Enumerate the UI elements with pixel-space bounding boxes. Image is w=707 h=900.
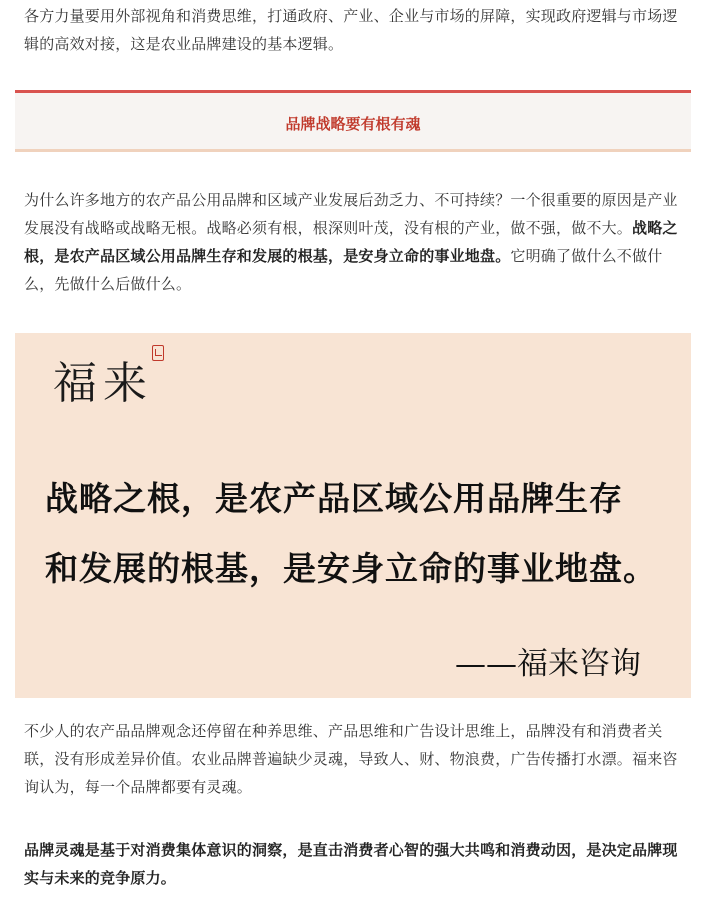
strategy-root-paragraph (24, 186, 688, 298)
section-title: 品牌战略要有根有魂 (285, 115, 421, 133)
brand-logo: 福来 (53, 358, 153, 409)
seal-stamp-icon (152, 345, 164, 361)
brand-soul-paragraph: 不少人的农产品品牌观念还停留在种养思维、产品思维和广告设计思维上，品牌没有和消费者关联，没有形成差异价值。农业品牌普遍缺少灵魂，导致人、财、物浪费，广告传播打水漂。福来咨询认为，每一个品牌都要有灵魂。 (24, 722, 678, 796)
paragraph-bold-text: 战略之根，是农产品区域公用品牌生存和发展的根基，是安身立命的事业地盘。 (24, 219, 678, 265)
quote-line-2: 和发展的根基，是安身立命的事业地盘。 (45, 549, 657, 588)
section-header (15, 90, 691, 152)
quote-signature: ——福来咨询 (455, 646, 641, 682)
paragraph-text: 它明确了做什么不做什么，先做什么后做什么。 (24, 247, 663, 293)
brand-soul-definition: 品牌灵魂是基于对消费集体意识的洞察，是直击消费者心智的强大共鸣和消费动因，是决定品牌现实与未来的竞争原力。 (24, 841, 678, 887)
intro-paragraph: 各方力量要用外部视角和消费思维，打通政府、产业、企业与市场的屏障，实现政府逻辑与市场逻辑的高效对接，这是农业品牌建设的基本逻辑。 (24, 7, 678, 53)
quote-line-1: 战略之根，是农产品区域公用品牌生存 (45, 479, 623, 518)
quote-card-image (15, 333, 691, 698)
paragraph-text: 为什么许多地方的农产品公用品牌和区域产业发展后劲乏力、不可持续？一个很重要的原因是产业发展没有战略或战略无根。战略必须有根，根深则叶茂，没有根的产业，做不强，做不大。 (24, 191, 678, 237)
